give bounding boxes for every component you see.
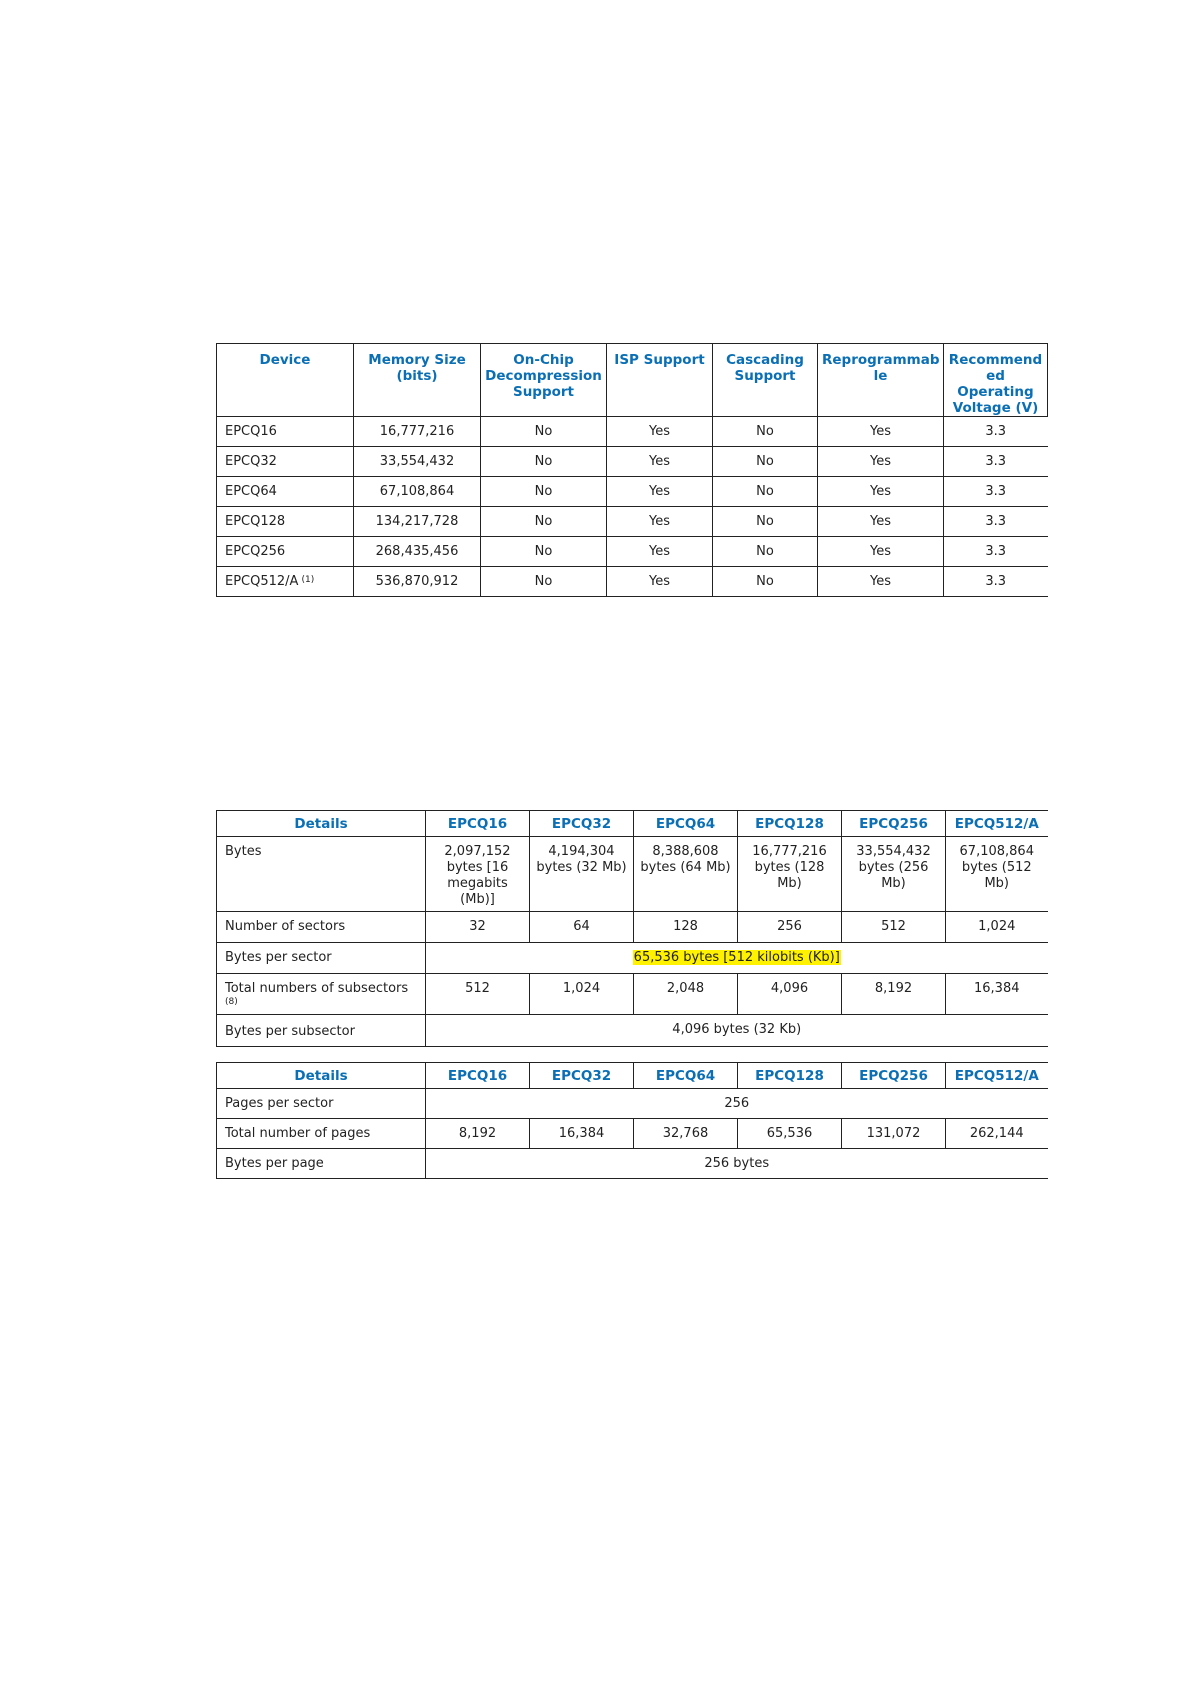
table-row xyxy=(217,447,1048,477)
cascading-value: No xyxy=(713,537,818,567)
column-header-epcq512a: EPCQ512/A xyxy=(946,1063,1048,1089)
column-header-details: Details xyxy=(217,1063,426,1089)
sectors-value: 32 xyxy=(426,912,530,943)
bytes-per-subsector-value: 4,096 bytes (32 Kb) xyxy=(426,1015,1048,1047)
device-name: EPCQ64 xyxy=(217,477,354,507)
column-header-epcq128: EPCQ128 xyxy=(738,1063,842,1089)
voltage-value: 3.3 xyxy=(944,477,1048,507)
memory-size: 33,554,432 xyxy=(354,447,481,477)
voltage-value: 3.3 xyxy=(944,447,1048,477)
cascading-value: No xyxy=(713,567,818,597)
decompression-value: No xyxy=(481,477,607,507)
memory-size: 16,777,216 xyxy=(354,417,481,447)
page-details-table xyxy=(216,1062,1048,1179)
total-pages-value: 262,144 xyxy=(946,1119,1048,1149)
table-row xyxy=(217,567,1048,597)
column-header-epcq64: EPCQ64 xyxy=(634,811,738,837)
table-row-pages-per-sector xyxy=(217,1089,1048,1119)
subsectors-value: 2,048 xyxy=(634,974,738,1015)
subsectors-value: 4,096 xyxy=(738,974,842,1015)
voltage-value: 3.3 xyxy=(944,567,1048,597)
device-name: EPCQ32 xyxy=(217,447,354,477)
total-pages-value: 16,384 xyxy=(530,1119,634,1149)
table-header-row xyxy=(217,344,1048,417)
table-row-bytes-per-sector xyxy=(217,943,1048,974)
decompression-value: No xyxy=(481,447,607,477)
memory-size: 268,435,456 xyxy=(354,537,481,567)
isp-value: Yes xyxy=(607,477,713,507)
column-header-decompression: On-Chip Decompression Support xyxy=(481,344,607,417)
decompression-value: No xyxy=(481,417,607,447)
reprogrammable-value: Yes xyxy=(818,417,944,447)
isp-value: Yes xyxy=(607,447,713,477)
bytes-value: 8,388,608 bytes (64 Mb) xyxy=(634,837,738,912)
pages-per-sector-value: 256 xyxy=(426,1089,1048,1119)
device-name: EPCQ128 xyxy=(217,507,354,537)
column-header-details: Details xyxy=(217,811,426,837)
total-pages-value: 8,192 xyxy=(426,1119,530,1149)
table-row xyxy=(217,417,1048,447)
reprogrammable-value: Yes xyxy=(818,447,944,477)
reprogrammable-value: Yes xyxy=(818,537,944,567)
bytes-value: 33,554,432 bytes (256 Mb) xyxy=(842,837,946,912)
table-row-total-pages xyxy=(217,1119,1048,1149)
sectors-value: 512 xyxy=(842,912,946,943)
column-header-epcq512a: EPCQ512/A xyxy=(946,811,1048,837)
table-row-subsectors xyxy=(217,974,1048,1015)
cascading-value: No xyxy=(713,477,818,507)
column-header-epcq64: EPCQ64 xyxy=(634,1063,738,1089)
voltage-value: 3.3 xyxy=(944,417,1048,447)
sectors-value: 1,024 xyxy=(946,912,1048,943)
decompression-value: No xyxy=(481,507,607,537)
column-header-epcq128: EPCQ128 xyxy=(738,811,842,837)
total-pages-value: 32,768 xyxy=(634,1119,738,1149)
bytes-per-sector-value xyxy=(426,943,1048,974)
row-label-bytes: Bytes xyxy=(217,837,426,912)
bytes-per-page-value: 256 bytes xyxy=(426,1149,1048,1179)
decompression-value: No xyxy=(481,567,607,597)
isp-value: Yes xyxy=(607,417,713,447)
device-name: EPCQ16 xyxy=(217,417,354,447)
table-row xyxy=(217,477,1048,507)
bytes-value: 67,108,864 bytes (512 Mb) xyxy=(946,837,1048,912)
table-row-sectors xyxy=(217,912,1048,943)
row-label-total-pages: Total number of pages xyxy=(217,1119,426,1149)
device-features-table xyxy=(216,343,1048,597)
device-name: EPCQ512/A $^{(1)}$ xyxy=(217,567,354,597)
sector-details-table xyxy=(216,810,1048,1047)
table-row-bytes-per-page xyxy=(217,1149,1048,1179)
subsectors-value: 512 xyxy=(426,974,530,1015)
sectors-value: 64 xyxy=(530,912,634,943)
bytes-value: 4,194,304 bytes (32 Mb) xyxy=(530,837,634,912)
column-header-device: Device xyxy=(217,344,354,417)
voltage-value: 3.3 xyxy=(944,537,1048,567)
column-header-epcq32: EPCQ32 xyxy=(530,811,634,837)
column-header-voltage: Recommend ed Operating Voltage (V) xyxy=(944,344,1048,417)
memory-size: 67,108,864 xyxy=(354,477,481,507)
row-label-bytes-per-subsector: Bytes per subsector xyxy=(217,1015,426,1047)
highlighted-text: 65,536 bytes [512 kilobits (Kb)] xyxy=(633,950,840,965)
sectors-value: 128 xyxy=(634,912,738,943)
reprogrammable-value: Yes xyxy=(818,567,944,597)
table-row xyxy=(217,537,1048,567)
column-header-epcq256: EPCQ256 xyxy=(842,811,946,837)
memory-size: 536,870,912 xyxy=(354,567,481,597)
cascading-value: No xyxy=(713,507,818,537)
table-header-row xyxy=(217,1063,1048,1089)
total-pages-value: 65,536 xyxy=(738,1119,842,1149)
row-label-pages-per-sector: Pages per sector xyxy=(217,1089,426,1119)
column-header-epcq16: EPCQ16 xyxy=(426,811,530,837)
reprogrammable-value: Yes xyxy=(818,507,944,537)
decompression-value: No xyxy=(481,537,607,567)
cascading-value: No xyxy=(713,447,818,477)
column-header-reprogrammable: Reprogrammab le xyxy=(818,344,944,417)
subsectors-value: 1,024 xyxy=(530,974,634,1015)
table-row-bytes xyxy=(217,837,1048,912)
row-label-bytes-per-sector: Bytes per sector xyxy=(217,943,426,974)
column-header-epcq256: EPCQ256 xyxy=(842,1063,946,1089)
column-header-cascading: Cascading Support xyxy=(713,344,818,417)
isp-value: Yes xyxy=(607,507,713,537)
isp-value: Yes xyxy=(607,537,713,567)
row-label-bytes-per-page: Bytes per page xyxy=(217,1149,426,1179)
table-row-bytes-per-subsector xyxy=(217,1015,1048,1047)
bytes-value: 16,777,216 bytes (128 Mb) xyxy=(738,837,842,912)
column-header-epcq16: EPCQ16 xyxy=(426,1063,530,1089)
row-label-subsectors: Total numbers of subsectors (8) xyxy=(217,974,426,1015)
subsectors-value: 16,384 xyxy=(946,974,1048,1015)
reprogrammable-value: Yes xyxy=(818,477,944,507)
row-label-sectors: Number of sectors xyxy=(217,912,426,943)
subsectors-value: 8,192 xyxy=(842,974,946,1015)
column-header-memory-size: Memory Size (bits) xyxy=(354,344,481,417)
footnote-ref[interactable]: (8) xyxy=(225,997,238,1007)
voltage-value: 3.3 xyxy=(944,507,1048,537)
table-row xyxy=(217,507,1048,537)
isp-value: Yes xyxy=(607,567,713,597)
column-header-epcq32: EPCQ32 xyxy=(530,1063,634,1089)
memory-size: 134,217,728 xyxy=(354,507,481,537)
device-name: EPCQ256 xyxy=(217,537,354,567)
cascading-value: No xyxy=(713,417,818,447)
bytes-value: 2,097,152 bytes [16 megabits (Mb)] xyxy=(426,837,530,912)
total-pages-value: 131,072 xyxy=(842,1119,946,1149)
table-header-row xyxy=(217,811,1048,837)
column-header-isp-support: ISP Support xyxy=(607,344,713,417)
footnote-ref[interactable]: (1) xyxy=(301,574,315,585)
sectors-value: 256 xyxy=(738,912,842,943)
